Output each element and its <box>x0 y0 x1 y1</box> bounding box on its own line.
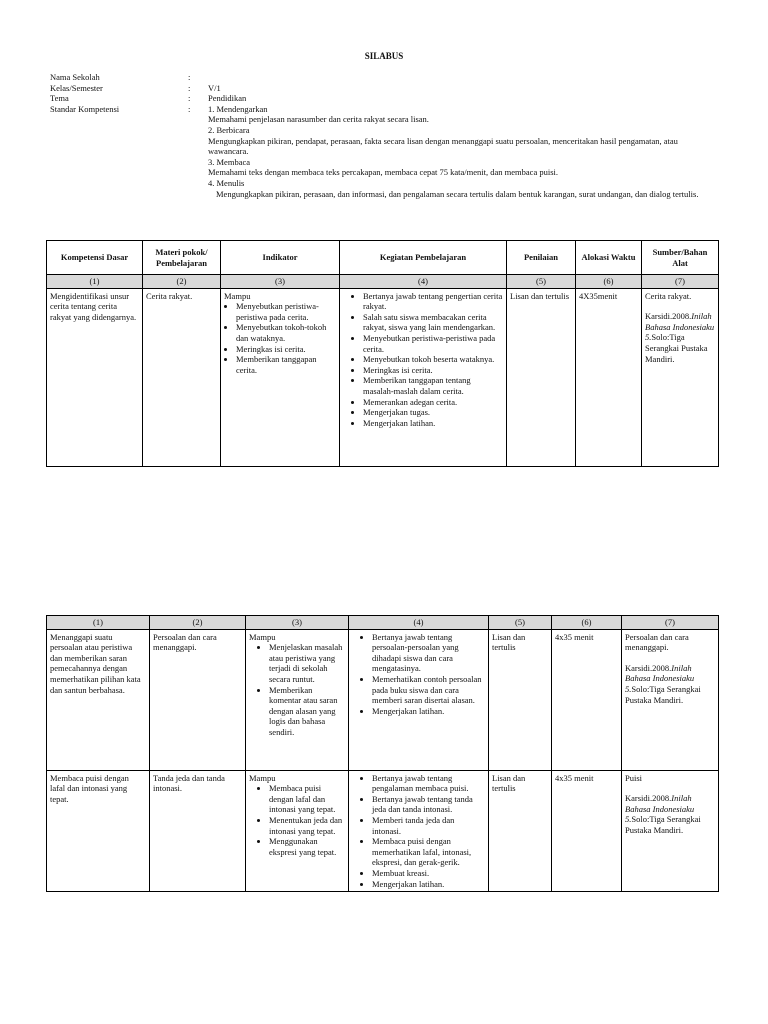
list-item: • Mengerjakan latihan. <box>372 706 485 717</box>
cell-sumber <box>622 629 719 770</box>
standar-item-body: Mengungkapkan pikiran, pendapat, perasaan, fakta secara lisan dengan menanggapi suatu persoalan, menceritakan hasil pengamatan, atau wawancara. <box>208 135 678 157</box>
sumber-title: Cerita rakyat. <box>645 290 692 301</box>
header-indikator: Indikator <box>221 241 340 275</box>
info-label: Kelas/Semester <box>50 82 103 93</box>
info-tema <box>50 93 720 104</box>
list-item: • Mengerjakan tugas. <box>363 407 503 418</box>
info-colon: : <box>188 72 191 82</box>
cell-materi: Tanda jeda dan tanda intonasi. <box>150 770 246 892</box>
sumber-reference: Karsidi.2008.Inilah Bahasa Indonesiaku 5.Solo:Tiga Serangkai Pustaka Mandiri. <box>645 311 715 364</box>
info-colon: : <box>188 103 191 114</box>
table-header-row <box>47 241 719 275</box>
info-kelas <box>50 83 720 94</box>
info-colon: : <box>188 93 191 104</box>
cell-materi: Persoalan dan cara menanggapi. <box>150 629 246 770</box>
cell-materi: Cerita rakyat. <box>143 288 221 466</box>
column-number: (5) <box>507 275 576 289</box>
column-number: (7) <box>642 275 719 289</box>
standar-item-head: 1. Mendengarkan <box>208 103 268 114</box>
cell-indikator <box>246 629 349 770</box>
cell-alokasi: 4X35menit <box>576 288 642 466</box>
kegiatan-list <box>352 632 485 717</box>
standar-item-head: 2. Berbicara <box>208 124 250 135</box>
column-number: (1) <box>47 275 143 289</box>
cell-kompetensi-dasar: Menanggapi suatu persoalan atau peristiwa dan memberikan saran pemecahannya dengan memerhatikan pilihan kata dan santun berbahasa. <box>47 629 150 770</box>
cell-kegiatan <box>340 288 507 466</box>
list-item: • Mengerjakan latihan. <box>363 418 503 429</box>
header-kegiatan: Kegiatan Pembelajaran <box>340 241 507 275</box>
kegiatan-list <box>343 291 503 429</box>
list-item: • Menyebutkan peristiwa-peristiwa pada cerita. <box>363 333 503 354</box>
cell-sumber <box>622 770 719 892</box>
list-item: • Memberikan tanggapan cerita. <box>236 354 336 375</box>
kegiatan-list <box>352 773 485 890</box>
cell-kompetensi-dasar: Membaca puisi dengan lafal dan intonasi yang tepat. <box>47 770 150 892</box>
cell-kegiatan <box>349 770 489 892</box>
list-item: • Bertanya jawab tentang pengalaman membaca puisi. <box>372 773 485 794</box>
column-number-row <box>47 616 719 630</box>
column-number: (3) <box>246 616 349 630</box>
list-item: • Memerhatikan contoh persoalan pada buku siswa dan cara memberi saran disertai alasan. <box>372 674 485 706</box>
standar-item-head: 4. Menulis <box>208 177 245 188</box>
table-row <box>47 629 719 770</box>
standar-item-body: Memahami teks dengan membaca teks percakapan, membaca cepat 75 kata/menit, dan membaca puisi. <box>208 167 559 178</box>
standar-item-head: 3. Membaca <box>208 156 251 167</box>
list-item: • Memberi tanda jeda dan intonasi. <box>372 815 485 836</box>
column-number: (2) <box>150 616 246 630</box>
indikator-intro: Mampu <box>249 631 276 642</box>
sumber-reference: Karsidi.2008.Inilah Bahasa Indonesiaku 5.Solo:Tiga Serangkai Pustaka Mandiri. <box>625 793 701 835</box>
list-item: • Membuat kreasi. <box>372 868 485 879</box>
page-title: SILABUS <box>364 51 404 61</box>
info-value <box>208 72 720 83</box>
list-item: • Memerankan adegan cerita. <box>363 397 503 408</box>
list-item: • Bertanya jawab tentang persoalan-persoalan yang dihadapi siswa dan cara mengatasinya. <box>372 632 485 674</box>
indikator-list <box>224 301 336 375</box>
indikator-intro: Mampu <box>249 772 276 783</box>
sumber-title: Puisi <box>625 772 643 783</box>
sumber-title: Persoalan dan cara menanggapi. <box>625 631 689 653</box>
syllabus-table-2 <box>46 615 719 892</box>
info-label: Tema <box>50 93 69 104</box>
header-materi-pokok: Materi pokok/ Pembelajaran <box>143 241 221 275</box>
info-label: Nama Sekolah <box>50 72 100 82</box>
cell-indikator <box>246 770 349 892</box>
cell-kompetensi-dasar: Mengidentifikasi unsur cerita tentang cerita rakyat yang didengarnya. <box>47 288 143 466</box>
cell-indikator <box>221 288 340 466</box>
column-number: (4) <box>349 616 489 630</box>
sumber-reference: Karsidi.2008.Inilah Bahasa Indonesiaku 5.Solo:Tiga Serangkai Pustaka Mandiri. <box>625 662 701 705</box>
cell-penilaian: Lisan dan tertulis <box>489 629 552 770</box>
info-value: Pendidikan <box>208 93 247 104</box>
header-penilaian: Penilaian <box>507 241 576 275</box>
info-colon: : <box>188 82 191 93</box>
table-row <box>47 770 719 892</box>
list-item: • Menyebutkan peristiwa-peristiwa pada cerita. <box>236 301 336 322</box>
list-item: • Memberikan tanggapan tentang masalah-maslah dalam cerita. <box>363 375 503 396</box>
column-number: (6) <box>552 616 622 630</box>
column-number: (1) <box>47 616 150 630</box>
syllabus-table-1 <box>46 240 719 467</box>
list-item: • Bertanya jawab tentang pengertian cerita rakyat. <box>363 291 503 312</box>
column-number: (3) <box>221 275 340 289</box>
column-number-row <box>47 275 719 289</box>
info-nama-sekolah <box>50 72 720 83</box>
cell-alokasi: 4x35 menit <box>552 770 622 892</box>
cell-penilaian: Lisan dan tertulis <box>507 288 576 466</box>
list-item: • Menggunakan ekspresi yang tepat. <box>269 836 345 857</box>
list-item: • Membaca puisi dengan memerhatikan lafal, intonasi, ekspresi, dan gerak-gerik. <box>372 836 485 868</box>
list-item: • Menyebutkan tokoh beserta wataknya. <box>363 354 503 365</box>
indikator-list <box>249 783 345 857</box>
standar-list <box>208 104 720 199</box>
header-info <box>50 72 720 199</box>
list-item: • Menyebutkan tokoh-tokoh dan wataknya. <box>236 322 336 343</box>
indikator-intro: Mampu <box>224 290 251 301</box>
column-number: (2) <box>143 275 221 289</box>
list-item: • Meringkas isi cerita. <box>236 344 336 355</box>
header-alokasi: Alokasi Waktu <box>576 241 642 275</box>
indikator-list <box>249 642 345 737</box>
column-number: (7) <box>622 616 719 630</box>
standar-item-body: Mengungkapkan pikiran, perasaan, dan informasi, dan pengalaman secara tertulis dalam bentuk karangan, surat undangan, dan dialog tertulis. <box>216 188 699 199</box>
header-kompetensi-dasar: Kompetensi Dasar <box>47 241 143 275</box>
cell-penilaian: Lisan dan tertulis <box>489 770 552 892</box>
standar-item-body: Memahami penjelasan narasumber dan cerita rakyat secara lisan. <box>208 114 429 125</box>
info-label: Standar Kompetensi <box>50 103 120 114</box>
list-item: • Salah satu siswa membacakan cerita rakyat, siswa yang lain mendengarkan. <box>363 312 503 333</box>
cell-sumber <box>642 288 719 466</box>
list-item: • Meringkas isi cerita. <box>363 365 503 376</box>
list-item: • Menentukan jeda dan intonasi yang tepat. <box>269 815 345 836</box>
cell-kegiatan <box>349 629 489 770</box>
cell-alokasi: 4x35 menit <box>552 629 622 770</box>
column-number: (4) <box>340 275 507 289</box>
list-item: • Mengerjakan latihan. <box>372 879 485 890</box>
column-number: (5) <box>489 616 552 630</box>
list-item: • Memberikan komentar atau saran dengan alasan yang logis dan bahasa sendiri. <box>269 685 345 738</box>
info-value: V/1 <box>208 82 221 93</box>
column-number: (6) <box>576 275 642 289</box>
list-item: • Membaca puisi dengan lafal dan intonasi yang tepat. <box>269 783 345 815</box>
header-sumber: Sumber/Bahan Alat <box>642 241 719 275</box>
list-item: • Bertanya jawab tentang tanda jeda dan tanda intonasi. <box>372 794 485 815</box>
info-standar <box>50 104 720 199</box>
table-row <box>47 288 719 466</box>
list-item: • Menjelaskan masalah atau peristiwa yang terjadi di sekolah secara runtut. <box>269 642 345 684</box>
